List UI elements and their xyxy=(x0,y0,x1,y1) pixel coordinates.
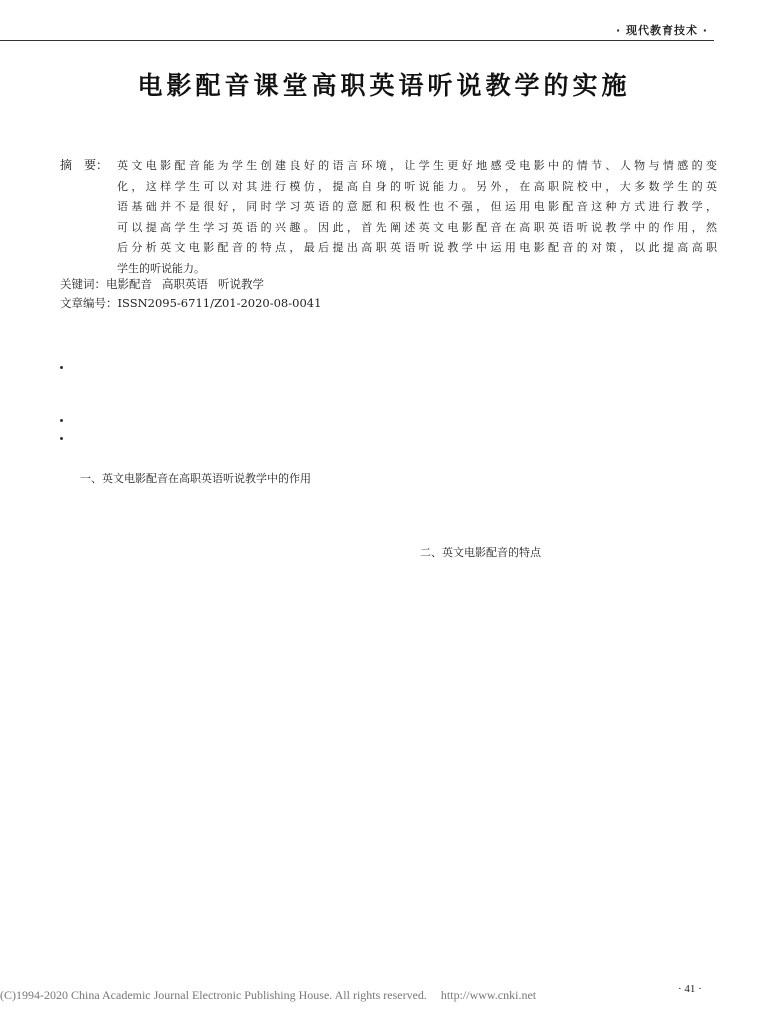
copyright-text: (C)1994-2020 China Academic Journal Electronic Publishing House. All rights reserved. xyxy=(0,988,427,1002)
abstract-line: 学生的听说能力。 xyxy=(117,261,205,275)
section-heading-2: 二、英文电影配音的特点 xyxy=(420,546,541,559)
article-title: 电影配音课堂高职英语听说教学的实施 xyxy=(137,71,631,100)
abstract-line: 语基础并不是很好，同时学习英语的意愿和积极性也不强，但运用电影配音这种方式进行教学， xyxy=(117,200,717,213)
page-number: · 41 · xyxy=(678,983,702,995)
article-number-label: 文章编号： xyxy=(60,296,118,310)
keywords-label: 关键词： xyxy=(60,277,106,291)
keyword: 听说教学 xyxy=(218,277,264,291)
cnki-url: http://www.cnki.net xyxy=(440,988,537,1002)
article-number: ISSN2095-6711/Z01-2020-08-0041 xyxy=(117,296,322,310)
bullet-dot xyxy=(60,366,63,369)
bullet-dot xyxy=(60,437,63,440)
abstract-label: 摘 要： xyxy=(60,158,109,172)
header-rule xyxy=(0,40,714,41)
copyright-footer xyxy=(0,988,536,1003)
bullet-dot xyxy=(60,419,63,422)
abstract-line: 化，这样学生可以对其进行模仿，提高自身的听说能力。另外，在高职院校中，大多数学生的英 xyxy=(117,179,717,193)
abstract-body xyxy=(117,156,717,279)
journal-section-label: · 现代教育技术 · xyxy=(615,24,708,37)
keyword: 高职英语 xyxy=(162,277,208,291)
abstract-line: 英文电影配音能为学生创建良好的语言环境，让学生更好地感受电影中的情节、人物与情感的变 xyxy=(117,159,717,172)
keyword: 电影配音 xyxy=(106,277,152,291)
keywords-row xyxy=(60,276,264,292)
section-heading-1: 一、英文电影配音在高职英语听说教学中的作用 xyxy=(80,472,311,485)
article-number-row xyxy=(60,295,321,311)
abstract-line: 后分析英文电影配音的特点，最后提出高职英语听说教学中运用电影配音的对策，以此提高高职 xyxy=(117,241,717,254)
abstract-line: 可以提高学生学习英语的兴趣。因此，首先阐述英文电影配音在高职英语听说教学中的作用，然 xyxy=(117,220,717,234)
